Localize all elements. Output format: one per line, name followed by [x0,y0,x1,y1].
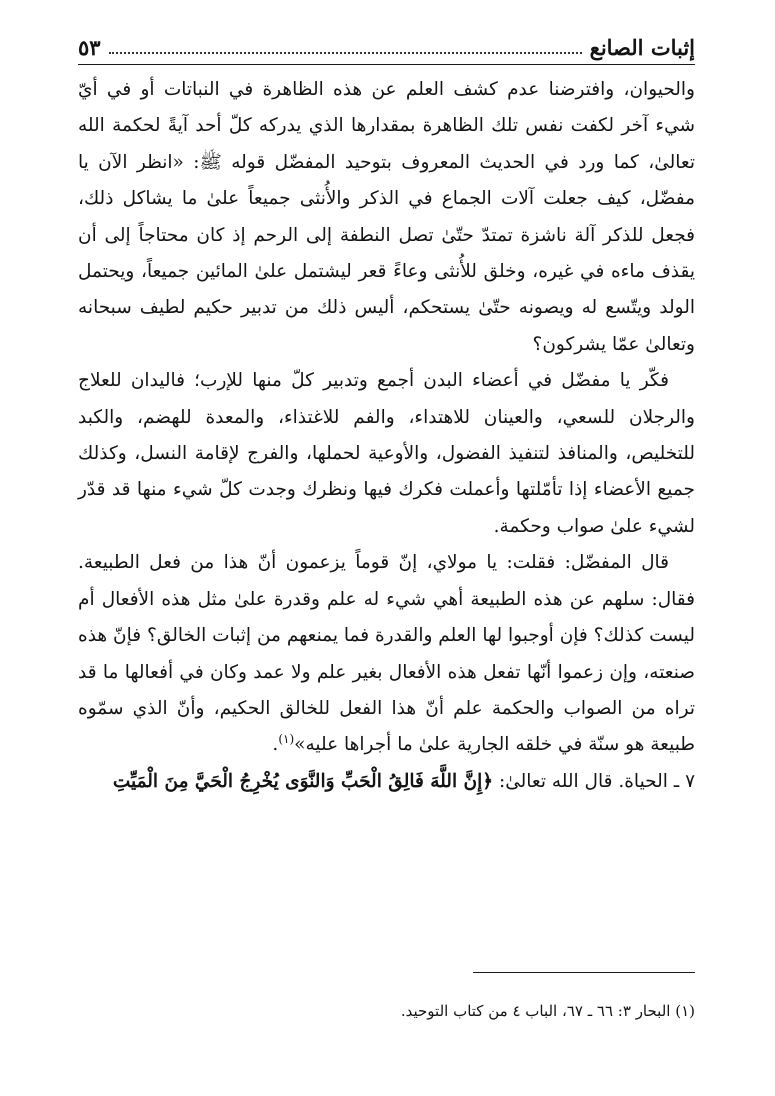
header-title: إثبات الصانع [589,35,695,60]
quran-verse: ﴿إِنَّ اللَّهَ فَالِقُ الْحَبِّ وَالنَّوَى يُخْرِجُ الْحَيَّ مِنَ الْمَيِّتِ [112,770,494,792]
paragraph-1: والحيوان، وافترضنا عدم كشف العلم عن هذه الظاهرة في النباتات أو في أيّ شيء آخر لكفت نفس تلك الظاهرة بمقدارها الذي يدركه كلّ أحد آيةً لحكمة الله تعالىٰ، كما ورد في الحديث المعروف بتوحيد المفضّل قوله ﷺ: «انظر الآن يا مفضّل، كيف جعلت آلات الجماع في الذكر والأُنثى جميعاً علىٰ ما يشاكل ذلك، فجعل للذكر آلة ناشزة تمتدّ حتّىٰ تصل النطفة إلى الرحم إذ كان محتاجاً إلى أن يقذف ماءه في غيره، وخلق للأُنثى وعاءً قعر ليشتمل علىٰ المائين جميعاً، ويحتمل الولد ويتّسع له ويصونه حتّىٰ يستحكم، أليس ذلك من تدبير حكيم لطيف سبحانه وتعالىٰ عمّا يشركون؟ [78,79,695,355]
footnote: (١) البحار ٣: ٦٦ ـ ٦٧، الباب ٤ من كتاب التوحيد. [400,1002,695,1020]
page-number: ٥٣ [78,35,101,60]
section-7-intro: ٧ ـ الحياة. قال الله تعالىٰ: [493,770,695,792]
main-text [78,72,695,800]
footnote-reference: (١) [278,732,295,747]
paragraph-3-text: قال المفضّل: فقلت: يا مولاي، إنّ قوماً يزعمون أنّ هذا من فعل الطبيعة. فقال: سلهم عن هذه الطبيعة أهي شيء له علم وقدرة علىٰ مثل هذه الأفعال أم ليست كذلك؟ فإن أوجبوا لها العلم والقدرة فما يمنعهم من إثبات الخالق؟ فإنّ هذه صنعته، وإن زعموا أنّها تفعل هذه الأفعال بغير علم ولا عمد وكان في أفعالها ما قد تراه من الصواب والحكمة علم أنّ هذا الفعل للخالق الحكيم، وأنّ الذي سمّوه طبيعة هو سنّة في خلقه الجارية علىٰ ما أجراها عليه» [78,552,695,756]
paragraph-2: فكّر يا مفضّل في أعضاء البدن أجمع وتدبير كلّ منها للإرب؛ فاليدان للعلاج والرجلان للسعي، والعينان للاهتداء، والفم للاغتذاء، والمعدة للهضم، والكبد للتخليص، والمنافذ لتنفيذ الفضول، والأوعية لحملها، والفرج لإقامة النسل، وكذلك جميع الأعضاء إذا تأمّلتها وأعملت فكرك فيها ونظرك وجدت كلّ شيء منها قد قدّر لشيء علىٰ صواب وحكمة. [78,370,695,537]
section-7-paragraph [78,764,695,800]
footnote-separator [473,972,695,973]
header-dot-leader [109,52,582,54]
paragraph-3: قال المفضّل: فقلت: يا مولاي، إنّ قوماً يزعمون أنّ هذا من فعل الطبيعة. فقال: سلهم عن هذه الطبيعة أهي شيء له علم وقدرة علىٰ مثل هذه الأفعال أم ليست كذلك؟ فإن أوجبوا لها العلم والقدرة فما يمنعهم من إثبات الخالق؟ فإنّ هذه صنعته، وإن زعموا أنّها تفعل هذه الأفعال بغير علم ولا عمد وكان في أفعالها ما قد تراه من الصواب والحكمة علم أنّ هذا الفعل للخالق الحكيم، وأنّ الذي سمّوه طبيعة هو سنّة في خلقه الجارية علىٰ ما أجراها عليه»$^{(١)}$. [78,552,695,756]
running-header [78,28,695,65]
